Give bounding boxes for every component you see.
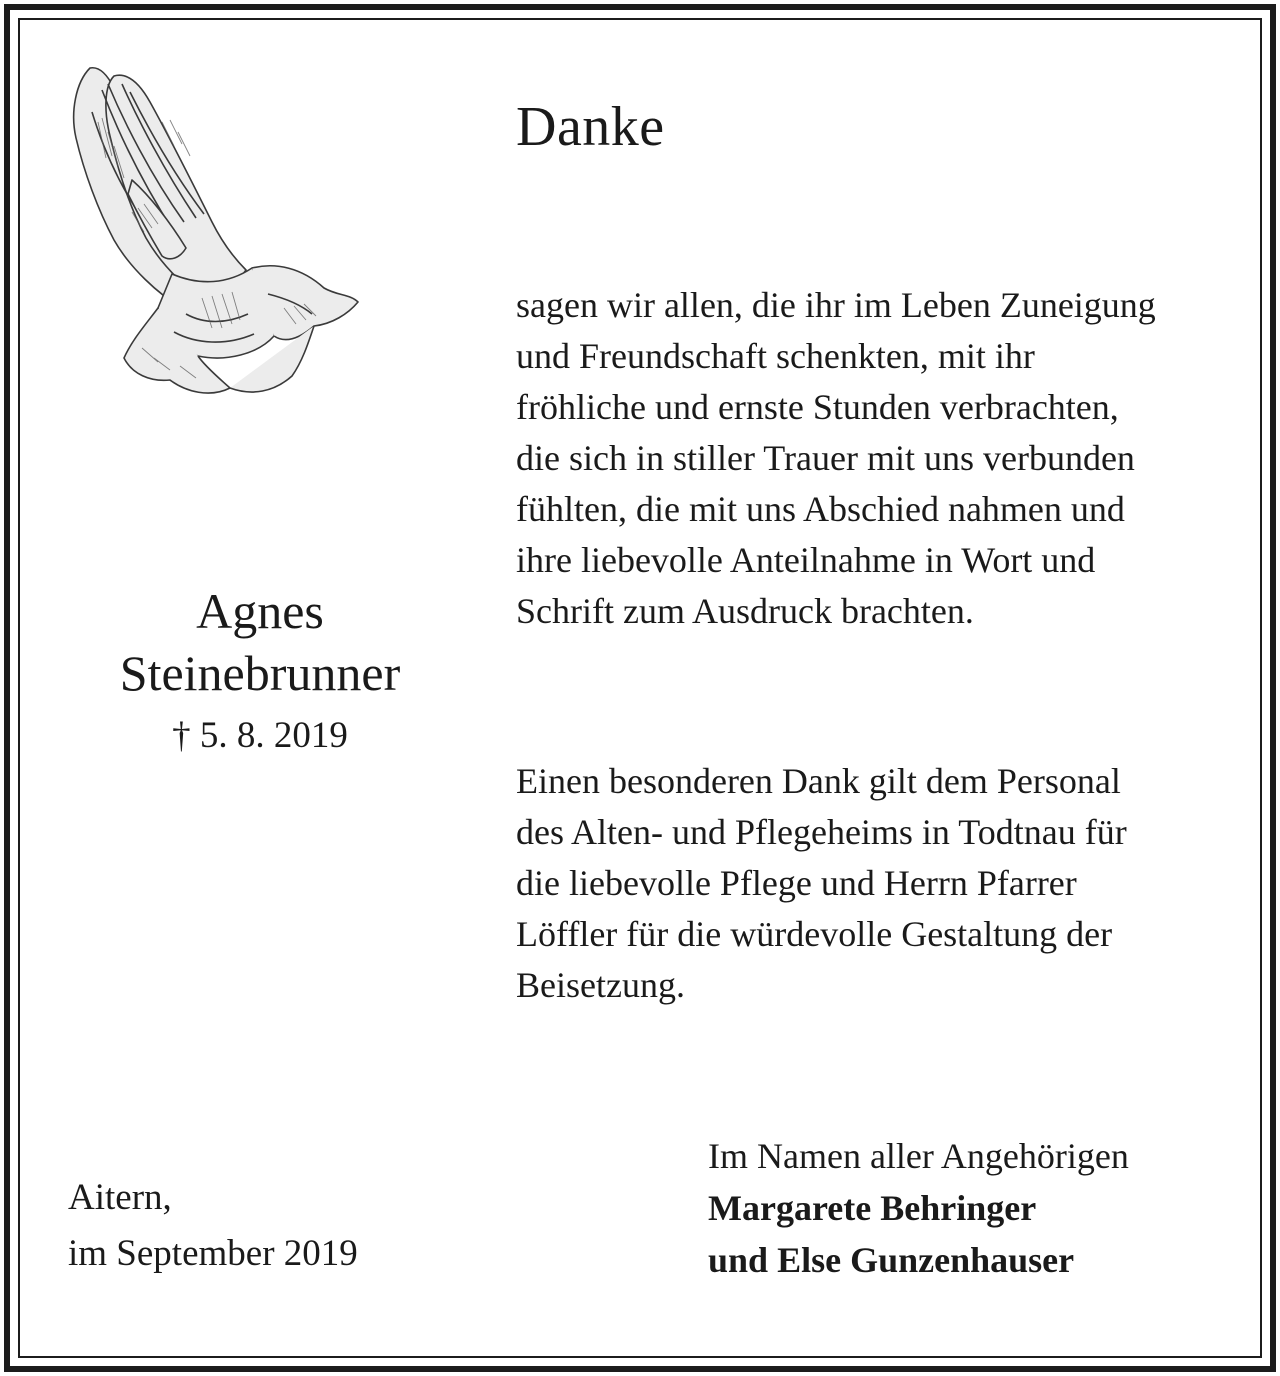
place-and-date xyxy=(68,1170,358,1282)
paragraph-line: die sich in stiller Trauer mit uns verbunden xyxy=(516,438,1135,478)
paragraph-line: und Freundschaft schenkten, mit ihr xyxy=(516,336,1035,376)
praying-hands-icon xyxy=(62,62,362,422)
place-line: Aitern, xyxy=(68,1177,172,1218)
paragraph-line: fühlten, die mit uns Abschied nahmen und xyxy=(516,489,1125,529)
deceased-first-name: Agnes xyxy=(196,583,324,639)
thanks-paragraph xyxy=(516,280,1212,637)
paragraph-line: Einen besonderen Dank gilt dem Personal xyxy=(516,761,1121,801)
death-date: † 5. 8. 2019 xyxy=(172,715,348,756)
paragraph-line: des Alten- und Pflegeheims in Todtnau für xyxy=(516,812,1127,852)
paragraph-line: sagen wir allen, die ihr im Leben Zuneigung xyxy=(516,285,1156,325)
signoff-name-2: und Else Gunzenhauser xyxy=(708,1240,1075,1280)
paragraph-line: Beisetzung. xyxy=(516,965,685,1005)
special-thanks-paragraph xyxy=(516,756,1212,1011)
paragraph-line: die liebevolle Pflege und Herrn Pfarrer xyxy=(516,863,1077,903)
signoff-block xyxy=(708,1130,1129,1286)
deceased-block xyxy=(60,580,460,760)
date-line: im September 2019 xyxy=(68,1233,358,1274)
signoff-intro: Im Namen aller Angehörigen xyxy=(708,1136,1129,1176)
paragraph-line: fröhliche und ernste Stunden verbrachten, xyxy=(516,387,1119,427)
paragraph-line: Schrift zum Ausdruck brachten. xyxy=(516,591,974,631)
deceased-last-name: Steinebrunner xyxy=(119,645,401,701)
signoff-name-1: Margarete Behringer xyxy=(708,1188,1037,1228)
paragraph-line: ihre liebevolle Anteilnahme in Wort und xyxy=(516,540,1096,580)
heading-danke: Danke xyxy=(516,96,665,158)
paragraph-line: Löffler für die würdevolle Gestaltung der xyxy=(516,914,1113,954)
